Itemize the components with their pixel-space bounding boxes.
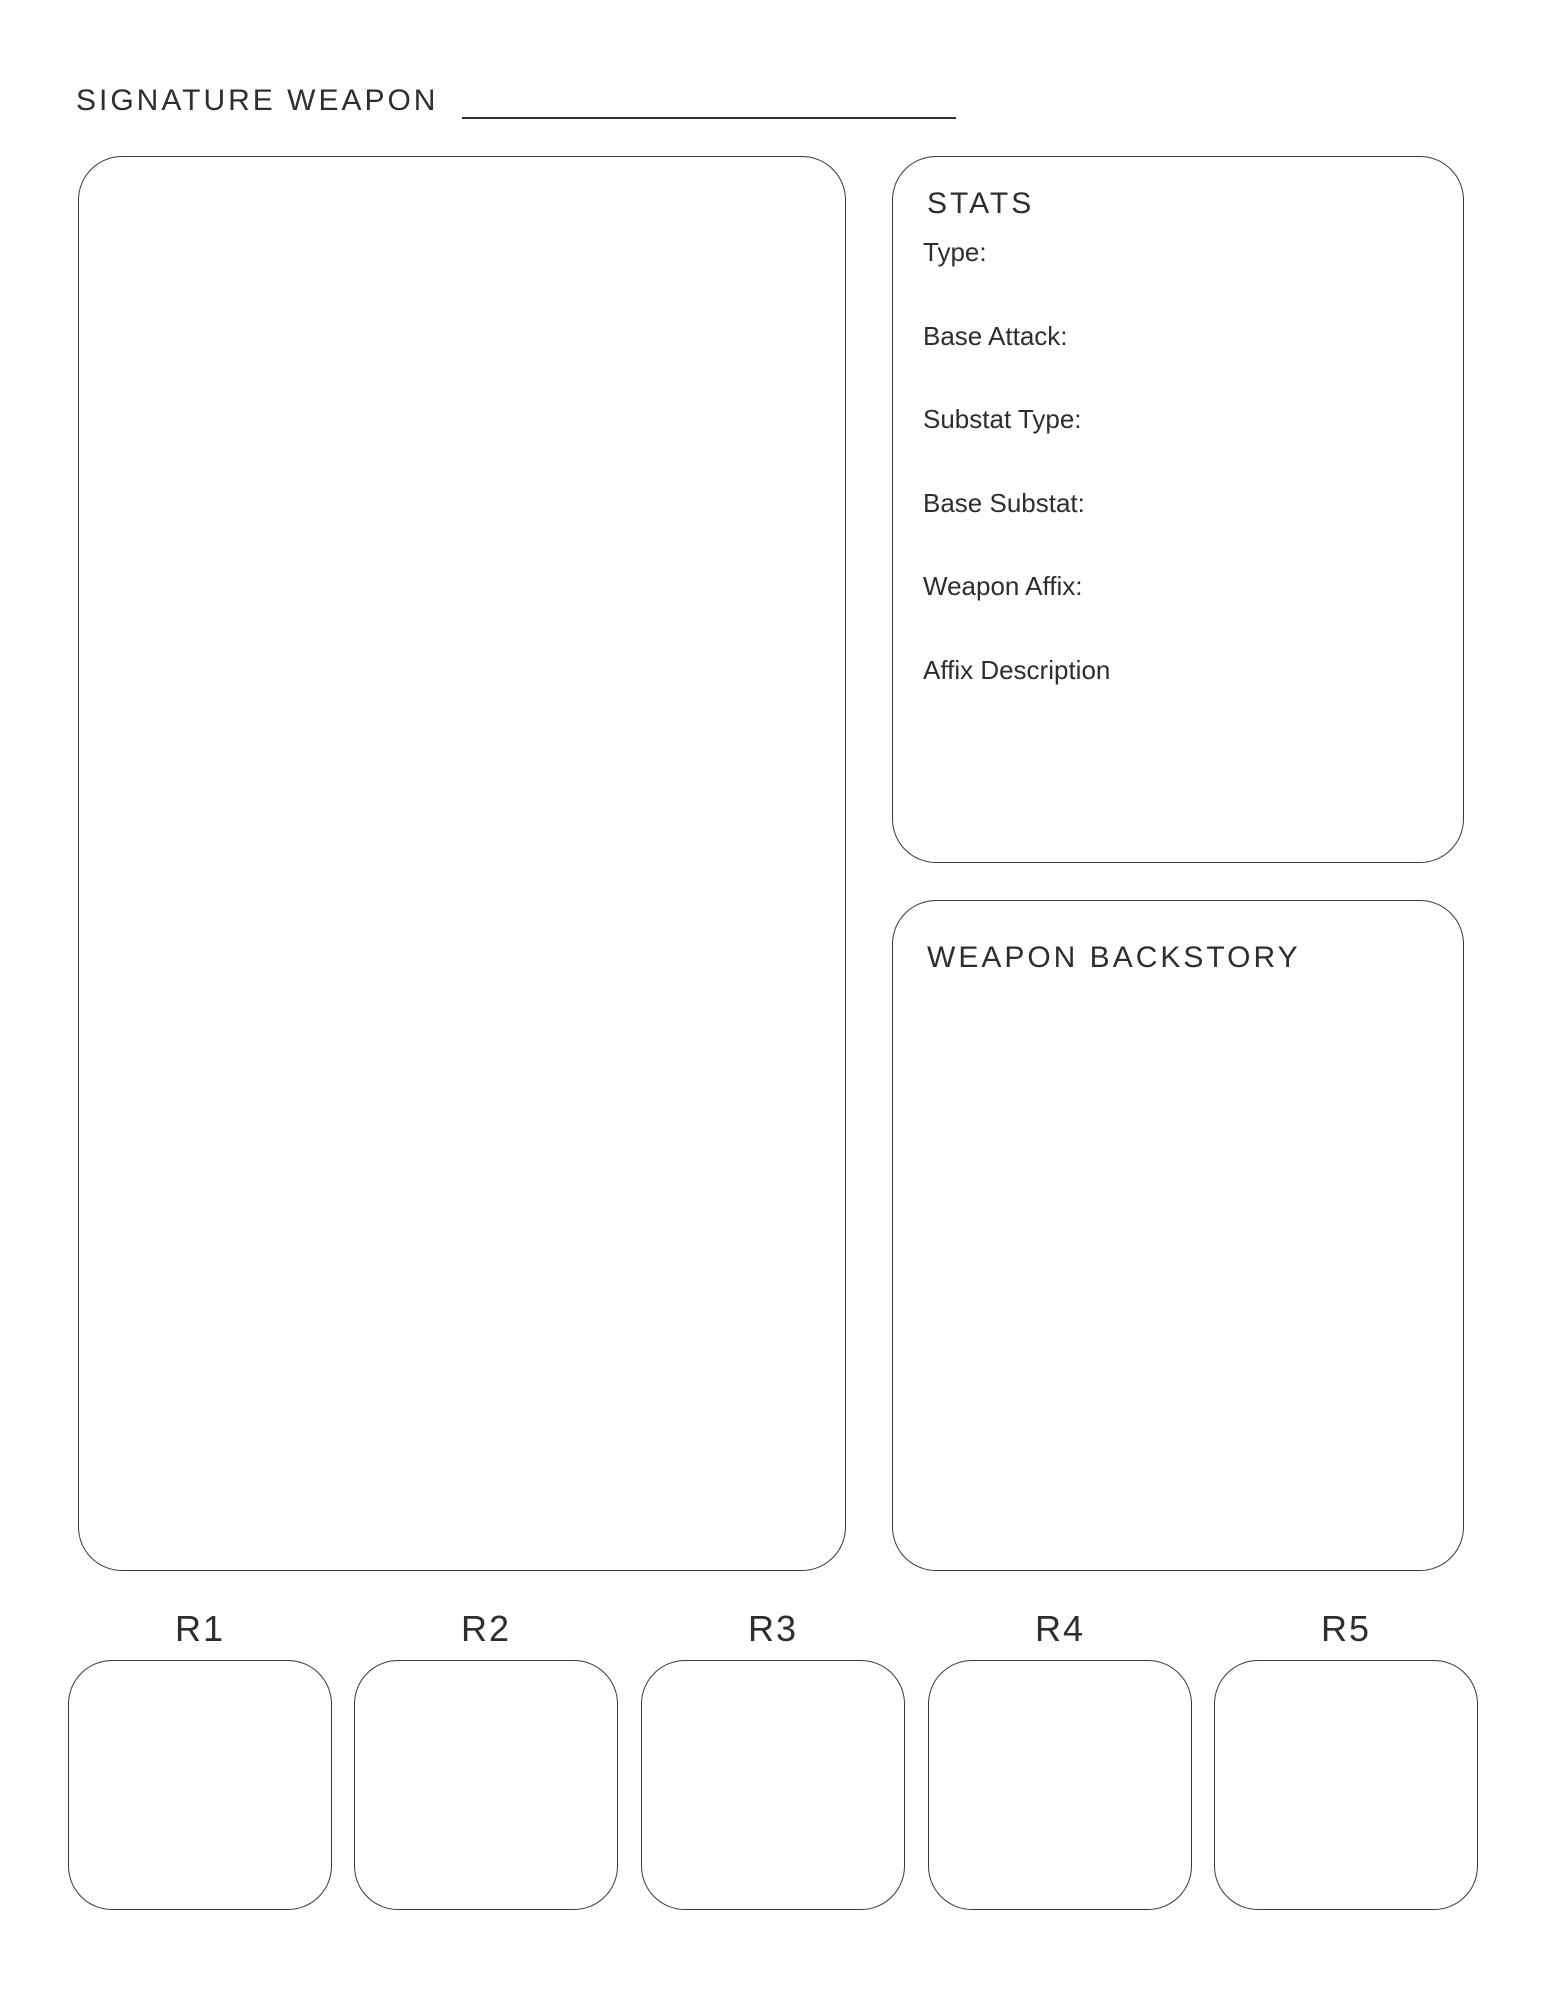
refinement-label-r4: R4: [1034, 1608, 1086, 1649]
weapon-image-frame[interactable]: [78, 156, 846, 1571]
stats-list: [923, 237, 1110, 738]
stats-panel: [892, 156, 1464, 863]
stat-substat-type-label: Substat Type:: [923, 404, 1082, 434]
refinement-box-r4[interactable]: [928, 1660, 1192, 1910]
refinement-label-r2: R2: [460, 1608, 512, 1649]
page-title: SIGNATURE WEAPON: [76, 84, 439, 117]
stat-affix-description-label: Affix Description: [923, 654, 1111, 685]
refinement-label-r1: R1: [174, 1608, 226, 1649]
stat-base-substat-label: Base Substat:: [923, 487, 1085, 518]
weapon-name-field[interactable]: [462, 117, 956, 119]
refinement-box-r1[interactable]: [68, 1660, 332, 1910]
stat-weapon-affix-label: Weapon Affix:: [923, 571, 1083, 601]
refinement-box-r5[interactable]: [1214, 1660, 1478, 1910]
stat-base-attack-label: Base Attack:: [923, 320, 1068, 351]
backstory-heading: WEAPON BACKSTORY: [927, 941, 1301, 974]
backstory-panel[interactable]: [892, 900, 1464, 1571]
refinement-box-r2[interactable]: [354, 1660, 618, 1910]
refinement-label-r3: R3: [747, 1608, 799, 1649]
stats-heading: STATS: [927, 187, 1035, 220]
stat-type-label: Type:: [923, 237, 987, 267]
refinement-box-r3[interactable]: [641, 1660, 905, 1910]
refinement-label-r5: R5: [1320, 1608, 1372, 1649]
